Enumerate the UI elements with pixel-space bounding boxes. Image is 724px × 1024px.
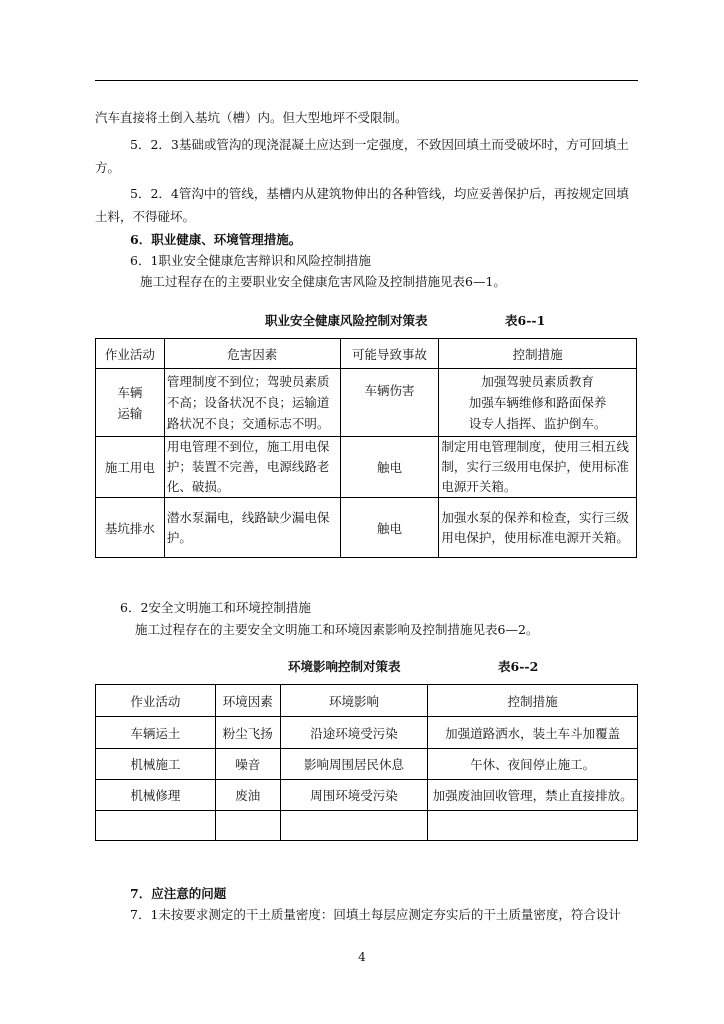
table-header-cell: 可能导致事故 — [340, 339, 439, 369]
table-cell — [215, 811, 280, 841]
table1-title: 职业安全健康风险控制对策表 — [265, 313, 428, 328]
heading-6: 6．职业健康、环境管理措施。 — [130, 232, 302, 247]
table-cell: 影响周围居民休息 — [280, 749, 428, 780]
table-row — [96, 749, 638, 780]
table-header-row — [96, 685, 638, 717]
table-cell-hazard: 管理制度不到位；驾驶员素质 不高；设备状况不良；运输道 路状况不良；交通标志不明。 — [164, 369, 340, 437]
table-header-cell: 环境影响 — [280, 685, 428, 717]
page-number: 4 — [358, 950, 366, 964]
table-cell: 加强道路洒水，装土车斗加覆盖 — [428, 717, 638, 749]
table-cell: 周围环境受污染 — [280, 780, 428, 811]
table-cell: 午休、夜间停止施工。 — [428, 749, 638, 780]
paragraph-5-2-3-line2: 方。 — [95, 160, 121, 175]
table-row — [96, 369, 637, 437]
table-cell-activity: 基坑排水 — [96, 498, 165, 558]
table1-number: 表6--1 — [505, 313, 546, 328]
table2-number: 表6--2 — [498, 659, 539, 674]
table-6-2 — [95, 684, 638, 841]
table-header-cell: 环境因素 — [215, 685, 280, 717]
table-header-cell: 作业活动 — [96, 685, 216, 717]
heading-6-2: 6．2安全文明施工和环境控制措施 — [120, 600, 311, 615]
table-cell-hazard: 用电管理不到位，施工用电保护；装置不完善，电源线路老化、破损。 — [164, 437, 340, 498]
paragraph-continuation: 汽车直接将土倒入基坑（槽）内。但大型地坪不受限制。 — [95, 110, 408, 125]
table-cell-control: 加强水泵的保养和检查，实行三级用电保护，使用标准电源开关箱。 — [439, 498, 637, 558]
table-row — [96, 437, 637, 498]
table-cell-activity: 车辆 运输 — [96, 369, 165, 437]
table-header-cell: 控制措施 — [439, 339, 637, 369]
table-cell-accident: 触电 — [340, 437, 439, 498]
table-cell: 废油 — [215, 780, 280, 811]
table-cell — [280, 811, 428, 841]
table-cell-control: 加强驾驶员素质教育 加强车辆维修和路面保养 设专人指挥、监护倒车。 — [439, 369, 637, 437]
table-cell-activity: 施工用电 — [96, 437, 165, 498]
paragraph-7-1: 7．1未按要求测定的干土质量密度：回填土每层应测定夯实后的干土质量密度，符合设计 — [130, 907, 621, 922]
table-cell-hazard: 潜水泵漏电，线路缺少漏电保护。 — [164, 498, 340, 558]
table-cell-accident: 车辆伤害 — [340, 369, 439, 437]
table-cell-accident: 触电 — [340, 498, 439, 558]
table-cell: 沿途环境受污染 — [280, 717, 428, 749]
table-row — [96, 780, 638, 811]
table-cell: 粉尘飞扬 — [215, 717, 280, 749]
table-cell: 加强废油回收管理，禁止直接排放。 — [428, 780, 638, 811]
table-cell: 噪音 — [215, 749, 280, 780]
table-cell: 机械修理 — [96, 780, 216, 811]
table-row — [96, 717, 638, 749]
table-cell: 机械施工 — [96, 749, 216, 780]
table-header-cell: 危害因素 — [164, 339, 340, 369]
heading-6-1: 6．1职业安全健康危害辩识和风险控制措施 — [130, 253, 371, 268]
paragraph-5-2-3-line1: 5．2．3基础或管沟的现浇混凝土应达到一定强度，不致因回填土而受破坏时，方可回填土 — [130, 137, 629, 152]
table-row — [96, 811, 638, 841]
paragraph-6-1: 施工过程存在的主要职业安全健康危害风险及控制措施见表6—1。 — [140, 274, 506, 289]
paragraph-6-2: 施工过程存在的主要安全文明施工和环境因素影响及控制措施见表6—2。 — [135, 622, 539, 637]
paragraph-5-2-4-line1: 5．2．4管沟中的管线，基槽内从建筑物伸出的各种管线，均应妥善保护后，再按规定回填 — [130, 186, 629, 201]
paragraph-5-2-4-line2: 土料，不得碰坏。 — [95, 209, 196, 224]
table2-title: 环境影响控制对策表 — [288, 659, 401, 674]
heading-7: 7．应注意的问题 — [130, 886, 227, 901]
table-cell — [428, 811, 638, 841]
table-header-cell: 控制措施 — [428, 685, 638, 717]
table-cell: 车辆运土 — [96, 717, 216, 749]
table-cell — [96, 811, 216, 841]
table-header-row — [96, 339, 637, 369]
header-rule — [95, 80, 638, 81]
table-cell-control: 制定用电管理制度，使用三相五线制，实行三级用电保护，使用标准电源开关箱。 — [439, 437, 637, 498]
table-6-1 — [95, 338, 637, 558]
table-row — [96, 498, 637, 558]
table-header-cell: 作业活动 — [96, 339, 165, 369]
